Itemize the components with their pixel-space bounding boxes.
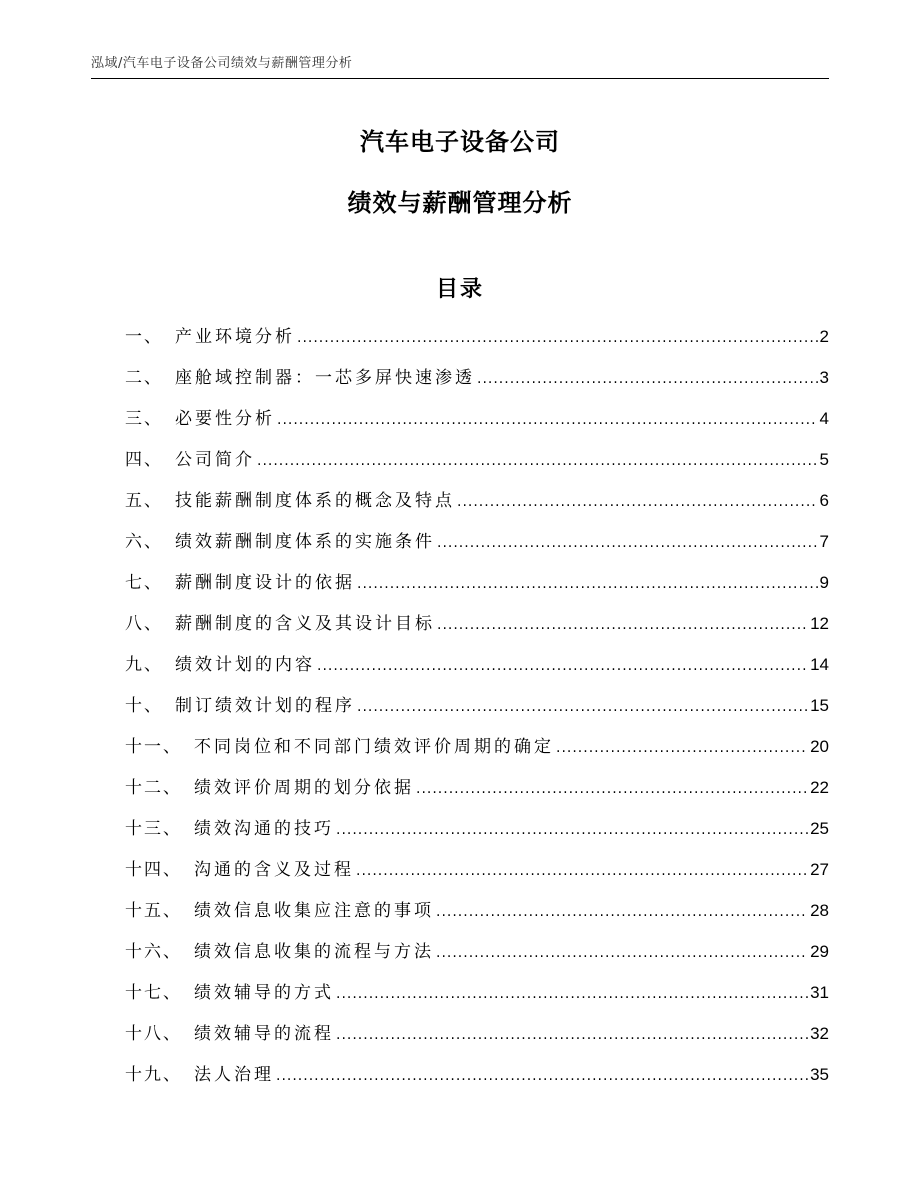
toc-dot-leader — [336, 813, 808, 847]
toc-dot-leader — [436, 936, 808, 970]
toc-entry[interactable] — [125, 689, 829, 730]
toc-entry-number: 四、 — [125, 450, 163, 470]
toc-entry-page-number: 12 — [810, 614, 829, 633]
document-title-line-2: 绩效与薪酬管理分析 — [347, 189, 573, 217]
toc-entry-page-number: 14 — [810, 655, 829, 674]
toc-entry[interactable] — [125, 812, 829, 853]
toc-entry[interactable] — [125, 894, 829, 935]
toc-entry-title: 薪酬制度设计的依据 — [175, 573, 355, 593]
toc-entry[interactable] — [125, 320, 829, 361]
toc-entry-number: 十二、 — [125, 778, 182, 798]
toc-entry-number: 十九、 — [125, 1065, 182, 1085]
toc-entry-page-number: 28 — [810, 901, 829, 920]
toc-entry-title: 制订绩效计划的程序 — [175, 696, 355, 716]
toc-entry-title: 绩效辅导的流程 — [194, 1024, 334, 1044]
toc-dot-leader — [336, 977, 808, 1011]
toc-entry-page-number: 6 — [819, 491, 829, 510]
toc-entry-number: 十五、 — [125, 901, 182, 921]
toc-entry[interactable] — [125, 443, 829, 484]
toc-dot-leader — [477, 362, 818, 396]
toc-dot-leader — [277, 403, 818, 437]
toc-entry-number: 三、 — [125, 409, 163, 429]
toc-entry-number: 五、 — [125, 491, 163, 511]
toc-entry-number: 十七、 — [125, 983, 182, 1003]
toc-entry-number: 八、 — [125, 614, 163, 634]
toc-entry[interactable] — [125, 1058, 829, 1099]
toc-entry[interactable] — [125, 484, 829, 525]
table-of-contents — [125, 320, 829, 1099]
toc-dot-leader — [437, 608, 808, 642]
toc-entry-page-number: 9 — [819, 573, 829, 592]
toc-entry-number: 六、 — [125, 532, 163, 552]
toc-entry-title: 薪酬制度的含义及其设计目标 — [175, 614, 435, 634]
toc-entry-title: 产业环境分析 — [175, 327, 295, 347]
toc-entry[interactable] — [125, 648, 829, 689]
toc-entry[interactable] — [125, 525, 829, 566]
toc-dot-leader — [416, 772, 808, 806]
toc-entry-number: 十三、 — [125, 819, 182, 839]
toc-entry[interactable] — [125, 771, 829, 812]
toc-entry[interactable] — [125, 566, 829, 607]
toc-entry-page-number: 4 — [819, 409, 829, 428]
toc-entry-number: 七、 — [125, 573, 163, 593]
toc-entry-title: 法人治理 — [194, 1065, 274, 1085]
toc-entry-page-number: 27 — [810, 860, 829, 879]
toc-entry-page-number: 32 — [810, 1024, 829, 1043]
toc-entry-number: 二、 — [125, 368, 163, 388]
toc-entry[interactable] — [125, 976, 829, 1017]
toc-entry-page-number: 22 — [810, 778, 829, 797]
page-header-breadcrumb: 泓域/汽车电子设备公司绩效与薪酬管理分析 — [91, 52, 829, 79]
toc-entry-number: 九、 — [125, 655, 163, 675]
toc-dot-leader — [556, 731, 808, 765]
toc-entry[interactable] — [125, 361, 829, 402]
toc-entry-number: 十、 — [125, 696, 163, 716]
toc-entry-title: 绩效评价周期的划分依据 — [194, 778, 414, 798]
toc-entry[interactable] — [125, 1017, 829, 1058]
toc-entry-number: 十一、 — [125, 737, 182, 757]
toc-dot-leader — [257, 444, 818, 478]
toc-entry-page-number: 35 — [810, 1065, 829, 1084]
toc-dot-leader — [297, 321, 818, 355]
toc-dot-leader — [276, 1059, 808, 1093]
toc-entry-title: 绩效薪酬制度体系的实施条件 — [175, 532, 435, 552]
toc-dot-leader — [437, 526, 818, 560]
toc-heading: 目录 — [435, 277, 484, 302]
toc-dot-leader — [317, 649, 808, 683]
toc-entry-page-number: 31 — [810, 983, 829, 1002]
toc-entry-number: 十六、 — [125, 942, 182, 962]
toc-entry[interactable] — [125, 607, 829, 648]
toc-entry-title: 必要性分析 — [175, 409, 275, 429]
toc-dot-leader — [356, 854, 808, 888]
toc-entry-title: 绩效信息收集应注意的事项 — [194, 901, 434, 921]
toc-entry[interactable] — [125, 730, 829, 771]
toc-entry-number: 一、 — [125, 327, 163, 347]
toc-entry[interactable] — [125, 402, 829, 443]
toc-entry-page-number: 15 — [810, 696, 829, 715]
toc-entry-page-number: 7 — [819, 532, 829, 551]
toc-entry-title: 绩效计划的内容 — [175, 655, 315, 675]
toc-dot-leader — [357, 567, 818, 601]
toc-dot-leader — [436, 895, 808, 929]
toc-entry-title: 公司简介 — [175, 450, 255, 470]
toc-dot-leader — [357, 690, 808, 724]
toc-entry-title: 绩效沟通的技巧 — [194, 819, 334, 839]
toc-entry-number: 十四、 — [125, 860, 182, 880]
toc-entry-title: 绩效信息收集的流程与方法 — [194, 942, 434, 962]
toc-entry-title: 技能薪酬制度体系的概念及特点 — [175, 491, 455, 511]
toc-entry-page-number: 5 — [819, 450, 829, 469]
document-title-line-1: 汽车电子设备公司 — [360, 128, 560, 156]
toc-entry-page-number: 20 — [810, 737, 829, 756]
toc-entry-page-number: 3 — [819, 368, 829, 387]
toc-entry-title: 不同岗位和不同部门绩效评价周期的确定 — [194, 737, 554, 757]
toc-entry-page-number: 25 — [810, 819, 829, 838]
toc-entry[interactable] — [125, 853, 829, 894]
toc-entry-title: 沟通的含义及过程 — [194, 860, 354, 880]
toc-entry-page-number: 29 — [810, 942, 829, 961]
toc-entry-number: 十八、 — [125, 1024, 182, 1044]
toc-entry-title: 座舱域控制器：一芯多屏快速渗透 — [175, 368, 475, 388]
toc-entry[interactable] — [125, 935, 829, 976]
toc-dot-leader — [457, 485, 818, 519]
toc-entry-page-number: 2 — [819, 327, 829, 346]
toc-entry-title: 绩效辅导的方式 — [194, 983, 334, 1003]
toc-dot-leader — [336, 1018, 808, 1052]
